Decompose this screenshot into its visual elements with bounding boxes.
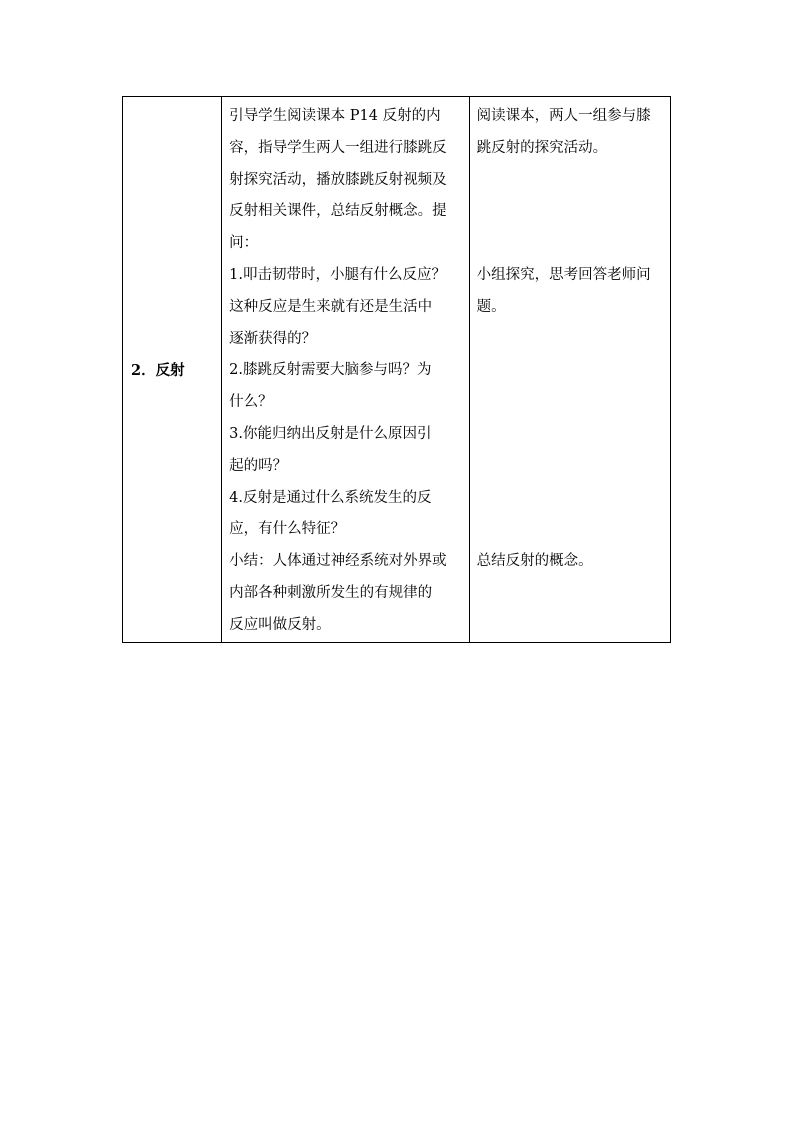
student-line: 阅读课本，两人一组参与膝 [476,108,651,124]
spacer [477,483,664,515]
spacer [477,165,664,197]
teacher-line: 2.膝跳反射需要大脑参与吗？为 [229,362,432,379]
spacer [477,355,664,387]
teacher-line: 4.反射是通过什么系统发生的反 [229,489,432,506]
teacher-line: 引导学生阅读课本 P14 反射的内 [229,108,441,124]
teacher-line: 起的吗？ [229,457,288,474]
student-line: 总结反射的概念。 [476,553,593,570]
spacer [477,387,664,419]
spacer [477,324,664,356]
teacher-line: 小结：人体通过神经系统对外界或 [229,553,447,570]
teacher-line: 反应叫做反射。 [229,616,331,633]
teacher-activity-cell [222,97,469,643]
teacher-line: 射探究活动，播放膝跳反射视频及 [229,171,447,188]
teacher-line: 3.你能归纳出反射是什么原因引 [229,425,432,442]
student-line: 跳反射的探究活动。 [476,139,608,156]
teacher-line: 容，指导学生两人一组进行膝跳反 [229,139,447,156]
spacer [477,228,664,260]
spacer [477,451,664,483]
teacher-line: 逐渐获得的？ [229,330,317,347]
teacher-line: 内部各种刺激所发生的有规律的 [229,584,433,601]
topic-cell [123,97,222,643]
topic-label: 2．反射 [131,362,185,380]
spacer [477,514,664,546]
teacher-line: 什么？ [229,394,273,411]
teacher-line: 问： [229,235,259,252]
teacher-line: 反射相关课件，总结反射概念。提 [229,203,447,220]
spacer [477,419,664,451]
teacher-line: 应，有什么特征？ [229,521,346,538]
lesson-table [122,96,671,643]
table-row [123,97,671,643]
student-line: 题。 [476,298,506,315]
spacer [477,196,664,228]
student-activity-cell [469,97,670,643]
teacher-line: 这种反应是生来就有还是生活中 [229,298,433,315]
teacher-line: 1.叩击韧带时，小腿有什么反应？ [229,266,447,283]
student-line: 小组探究，思考回答老师问 [476,266,651,283]
